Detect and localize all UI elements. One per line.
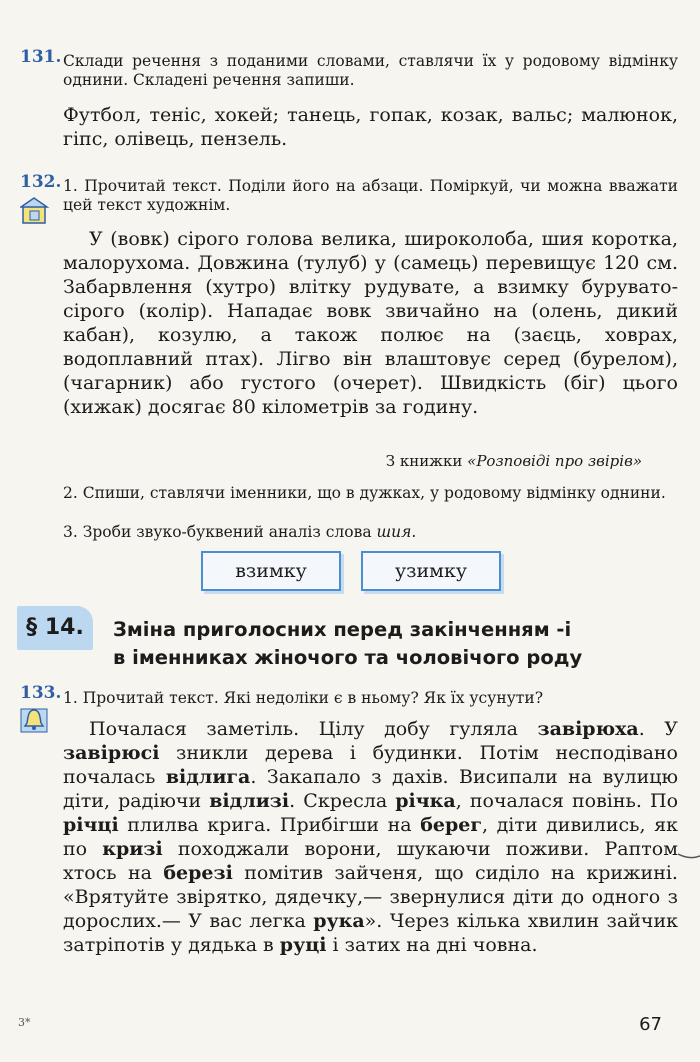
exercise-131-number: 131.	[20, 47, 62, 67]
word-box-vzymku: взимку	[201, 551, 341, 591]
text-part: ». Через кілька хвилин зайчик затріпотів у дядька в	[63, 910, 678, 956]
text-part: походжали ворони, шукаючи поживи. Раптом хтось на	[63, 838, 678, 884]
exercise-131-words: Футбол, теніс, хокей; танець, гопак, козак, вальс; малюнок, гіпс, олівець, пензель.	[63, 104, 678, 150]
text-part: і затих на дні човна.	[326, 934, 538, 956]
bold-word: березі	[163, 862, 233, 884]
page-edge-mark	[678, 848, 700, 878]
section-label: § 14.	[17, 606, 93, 650]
bold-word: руці	[279, 934, 327, 956]
text-part: Почалася заметіль. Цілу добу гуляла	[89, 718, 538, 740]
exercise-133-number: 133.	[20, 683, 62, 703]
bold-word: берег	[420, 814, 482, 836]
bell-icon	[20, 704, 50, 734]
footer-mark: 3*	[18, 1016, 31, 1029]
bold-word: завірюсі	[63, 742, 160, 764]
word-box-uzymku: узимку	[361, 551, 501, 591]
exercise-132-number: 132.	[20, 172, 62, 192]
text-part: . Закапало з дахів. Висипали на вулицю діти, радіючи	[63, 766, 678, 812]
exercise-132-source	[386, 452, 642, 470]
section-title	[113, 616, 672, 672]
exercise-133-task-1: 1. Прочитай текст. Які недоліки є в ньому? Як їх усунути?	[63, 689, 544, 707]
exercise-133-text	[63, 717, 678, 957]
text-part: плилва крига. Прибігши на	[118, 814, 421, 836]
bold-word: завірюха	[537, 718, 639, 740]
source-prefix: З книжки	[385, 452, 468, 470]
text-part: , почалася повінь. По	[455, 790, 679, 812]
exercise-131-task: Склади речення з поданими словами, ставлячи їх у родовому відмінку однини. Складені речення запиши.	[63, 52, 678, 89]
text-part: , діти дивились, як по	[63, 814, 678, 860]
exercise-132-task-2: 2. Спиши, ставлячи іменники, що в дужках, у родовому відмінку однини.	[63, 484, 666, 502]
exercise-132-text: У (вовк) сірого голова велика, широколоба, шия коротка, малорухома. Довжина (тулуб) у (самець) перевищує 120 см. Забарвлення (хутро) влітку рудувате, а взимку бурувато-сірого (колір). Нападає вовк звичайно на (олень, дикий кабан), козулю, а також полює на (заєць, ховрах, водоплавний птах). Лігво він влаштовує серед (бурелом), (чагарник) або густого (очерет). Швидкість (біг) цього (хижак) досягає 80 кілометрів за годину.	[63, 228, 678, 418]
exercise-132-task-3	[63, 523, 678, 542]
text-part: . У	[638, 718, 678, 740]
text-part: зникли дерева і будинки. Потім несподівано почалась	[63, 742, 678, 788]
page-number: 67	[639, 1014, 662, 1035]
bold-word: річка	[395, 790, 456, 812]
bold-word: кризі	[102, 838, 163, 860]
bold-word: рука	[313, 910, 365, 932]
text-part: . Скресла	[289, 790, 396, 812]
bold-word: відлизі	[209, 790, 290, 812]
exercise-132-task-1: 1. Прочитай текст. Поділи його на абзаци. Поміркуй, чи можна вважати цей текст художнім.	[63, 177, 678, 214]
section-title-line-2: в іменниках жіночого та чоловічого роду	[113, 646, 583, 669]
house-icon	[20, 196, 50, 226]
task-3-suffix: .	[411, 523, 417, 541]
source-title: «Розповіді про звірів»	[467, 452, 642, 470]
bold-word: річці	[63, 814, 119, 836]
task-3-word: шия	[376, 523, 412, 541]
task-3-prefix: 3. Зроби звуко-буквений аналіз слова	[63, 523, 377, 541]
text-part: помітив зайченя, що сиділо на крижині. «Врятуйте звірятко, дядечку,— звернулися діти до одного з дорослих.— У вас легка	[63, 862, 678, 932]
section-title-line-1: Зміна приголосних перед закінченням -і	[113, 618, 572, 641]
bold-word: відлига	[165, 766, 251, 788]
